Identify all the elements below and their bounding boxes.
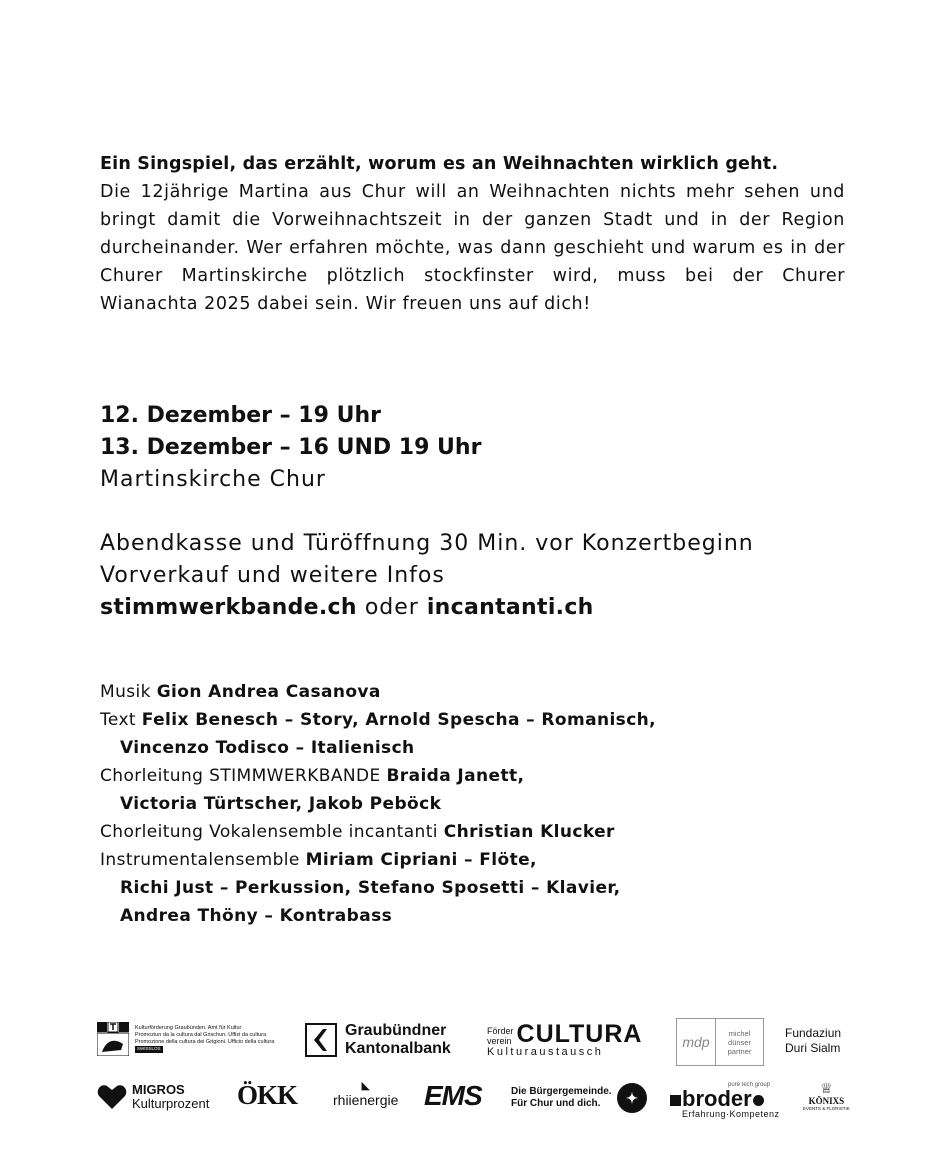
credit-instrumental-cont bbox=[100, 874, 860, 902]
intro-lead: Ein Singspiel, das erzählt, worum es an Weihnachten wirklich geht. bbox=[100, 154, 779, 174]
credit-names: Miriam Cipriani – Flöte, bbox=[305, 850, 537, 870]
credit-chor-stimmwerkbande bbox=[100, 762, 860, 790]
credit-names: Victoria Türtscher, Jakob Peböck bbox=[120, 794, 442, 814]
credit-label: Instrumentalensemble bbox=[100, 850, 300, 870]
koenixs-name: KÖNIXS bbox=[808, 1096, 845, 1106]
mdp-line-1: michel bbox=[728, 1028, 751, 1038]
logo-okk: ÖKK bbox=[237, 1080, 298, 1110]
broder-dot-icon bbox=[753, 1095, 764, 1106]
credit-label: Chorleitung STIMMWERKBANDE bbox=[100, 766, 381, 786]
graubuenden-crest-icon bbox=[97, 1022, 129, 1056]
credit-names: Andrea Thöny – Kontrabass bbox=[120, 906, 393, 926]
cultura-small-1: Förder bbox=[487, 1026, 514, 1036]
fds-line-1: Fundaziun bbox=[785, 1026, 842, 1040]
date-1: 12. Dezember – 19 Uhr bbox=[100, 403, 381, 428]
credit-names: Felix Benesch – Story, Arnold Spescha – Romanisch, bbox=[141, 710, 657, 730]
box-office-line: Abendkasse und Türöffnung 30 Min. vor Konzertbeginn bbox=[100, 531, 754, 556]
credits-section bbox=[100, 678, 860, 930]
cultura-subtitle: Kulturaustausch bbox=[487, 1046, 604, 1058]
broder-top: pure tech group bbox=[728, 1082, 771, 1088]
logo-foerderverein-cultura bbox=[487, 1022, 642, 1058]
or-word: oder bbox=[364, 595, 419, 620]
fds-line-2: Duri Sialm bbox=[785, 1041, 841, 1055]
logo-ems: EMS bbox=[424, 1080, 482, 1111]
cultura-title: CULTURA bbox=[516, 1020, 643, 1048]
mdp-line-2: dünser bbox=[728, 1037, 751, 1047]
credit-label: Text bbox=[100, 710, 136, 730]
credit-text bbox=[100, 706, 860, 734]
broder-square-icon bbox=[670, 1095, 681, 1106]
logo-kulturfoerderung-graubuenden bbox=[97, 1022, 292, 1056]
broder-subtitle: Erfahrung·Kompetenz bbox=[682, 1109, 780, 1119]
bg-line-1: Die Bürgergemeinde. bbox=[511, 1086, 612, 1097]
kg-line-3: Promozione della cultura dei Grigioni. Ufficio della cultura bbox=[135, 1038, 275, 1045]
rhii-mark-icon: ◣ bbox=[361, 1080, 370, 1092]
crown-icon: ♕ bbox=[820, 1080, 833, 1096]
credit-instrumental bbox=[100, 846, 860, 874]
logo-michel-duenser-partner bbox=[676, 1018, 764, 1066]
mdp-line-3: partner bbox=[727, 1046, 752, 1056]
broder-name: broder bbox=[682, 1086, 752, 1111]
date-2: 13. Dezember – 16 UND 19 Uhr bbox=[100, 435, 482, 460]
cultura-small-2: verein bbox=[487, 1036, 512, 1046]
kg-line-1: Kulturförderung Graubünden. Amt für Kultur bbox=[135, 1025, 242, 1032]
swisslos-badge: SWISSLOS bbox=[137, 1046, 161, 1052]
dates-section bbox=[100, 400, 481, 496]
credit-musik bbox=[100, 678, 860, 706]
logo-migros-kulturprozent bbox=[97, 1083, 209, 1111]
migros-line-2: Kulturprozent bbox=[132, 1096, 210, 1111]
logo-broder bbox=[670, 1082, 780, 1119]
credit-label: Chorleitung Vokalensemble incantanti bbox=[100, 822, 438, 842]
credit-names: Braida Janett, bbox=[386, 766, 525, 786]
credit-text-cont bbox=[100, 734, 860, 762]
gkb-mark-icon bbox=[305, 1023, 337, 1057]
intro-section bbox=[100, 150, 845, 318]
credit-label: Musik bbox=[100, 682, 151, 702]
bg-line-2: Für Chur und dich. bbox=[511, 1098, 601, 1109]
website-stimmwerkbande[interactable]: stimmwerkbande.ch bbox=[100, 595, 357, 620]
credit-names: Richi Just – Perkussion, Stefano Sposetti – Klavier, bbox=[120, 878, 621, 898]
credit-names: Christian Klucker bbox=[443, 822, 615, 842]
credit-names: Vincenzo Todisco – Italienisch bbox=[120, 738, 415, 758]
logo-buergergemeinde-chur bbox=[511, 1086, 612, 1110]
gkb-line-2: Kantonalbank bbox=[345, 1040, 451, 1057]
kg-line-2: Promoziun da la cultura dal Grischun. Uffizi da cultura bbox=[135, 1031, 267, 1038]
ticket-info bbox=[100, 528, 754, 624]
credit-instrumental-cont2 bbox=[100, 902, 860, 930]
websites-line bbox=[100, 592, 754, 624]
logo-graubuendner-kantonalbank bbox=[305, 1022, 451, 1058]
credit-chor-incantanti bbox=[100, 818, 860, 846]
owl-logo-icon: ✦ bbox=[617, 1083, 647, 1113]
logo-fundaziun-duri-sialm bbox=[785, 1026, 841, 1056]
logo-rhiienergie bbox=[333, 1080, 398, 1108]
mdp-mark: mdp bbox=[682, 1034, 710, 1050]
intro-body: Die 12jährige Martina aus Chur will an Weihnachten nichts mehr sehen und bringt damit die Vorweihnachtszeit in der ganzen Stadt und in der Region durcheinander. Wer erfahren möchte, was dann geschieht und warum es in der Churer Martinskirche plötzlich stockfinster wird, muss bei der Churer Wianachta 2025 dabei sein. Wir freuen uns auf dich! bbox=[100, 182, 845, 314]
migros-line-1: MIGROS bbox=[132, 1082, 185, 1097]
venue: Martinskirche Chur bbox=[100, 467, 326, 492]
credit-chor-stimmwerkbande-cont bbox=[100, 790, 860, 818]
koenixs-subtitle: EVENTS & FLORISTIK bbox=[803, 1106, 850, 1111]
gkb-line-1: Graubündner bbox=[345, 1022, 447, 1039]
website-incantanti[interactable]: incantanti.ch bbox=[426, 595, 594, 620]
logo-koenixs bbox=[803, 1080, 850, 1112]
rhii-name: rhiienergie bbox=[333, 1092, 399, 1108]
heart-icon bbox=[97, 1084, 127, 1110]
credit-names: Gion Andrea Casanova bbox=[156, 682, 381, 702]
presale-line: Vorverkauf und weitere Infos bbox=[100, 563, 445, 588]
